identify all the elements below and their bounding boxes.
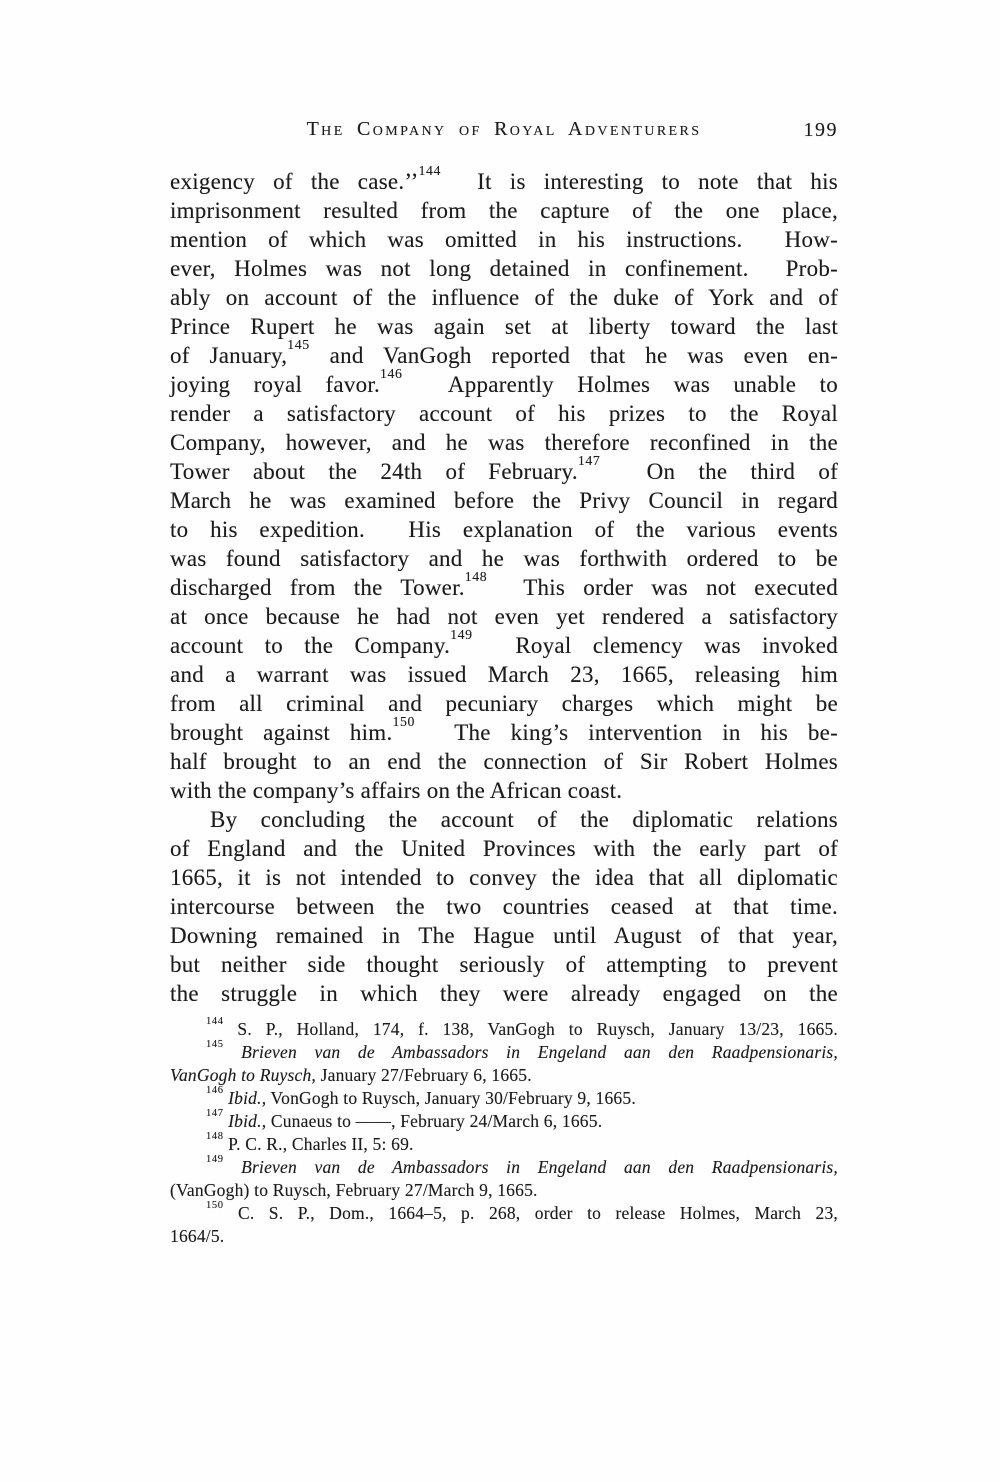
body-line-text: half brought to an end the connection of Sir Robert Holmes bbox=[170, 749, 838, 774]
body-line bbox=[170, 568, 838, 602]
footnote-number: 150 bbox=[206, 1199, 224, 1211]
footnote-line bbox=[170, 1153, 838, 1179]
body-line-text: from all criminal and pecuniary charges which might be bbox=[170, 691, 838, 716]
footnote-text: 1664/5. bbox=[170, 1226, 225, 1246]
footnote-line bbox=[170, 1107, 838, 1133]
footnote-line bbox=[170, 1015, 838, 1041]
footnotes bbox=[170, 1015, 838, 1248]
page-number: 199 bbox=[803, 119, 838, 141]
body-line-text: but neither side thought seriously of attempting to prevent bbox=[170, 952, 838, 977]
body-line bbox=[170, 626, 838, 660]
body-line-text: of England and the United Provinces with the early part of bbox=[170, 836, 838, 861]
footnote-line bbox=[170, 1179, 838, 1202]
footnote-number: 147 bbox=[206, 1107, 224, 1119]
body-line bbox=[170, 544, 838, 573]
body-line bbox=[170, 892, 838, 921]
footnote-line bbox=[170, 1084, 838, 1110]
body-line bbox=[170, 834, 838, 863]
footnote-line bbox=[170, 1130, 838, 1156]
body-line-text: brought against him. bbox=[170, 720, 393, 745]
body-line-text: On the third of bbox=[600, 459, 839, 484]
body-line bbox=[170, 602, 838, 631]
body-line bbox=[170, 515, 838, 544]
footnote-reference: 146 bbox=[379, 365, 403, 381]
body-line bbox=[170, 713, 839, 747]
body-line bbox=[170, 365, 838, 399]
body-line-text: Tower about the 24th of February. bbox=[170, 459, 578, 484]
footnote-text: January 27/February 6, 1665. bbox=[316, 1065, 532, 1085]
body-line-text: March he was examined before the Privy Council in regard bbox=[170, 488, 838, 513]
footnote-text: S. P., Holland, 174, f. 138, VanGogh to Ruysch, January 13/23, 1665. bbox=[223, 1019, 838, 1039]
body-line-text: Company, however, and he was therefore reconfined in the bbox=[170, 430, 838, 455]
footnote-number: 148 bbox=[206, 1130, 224, 1142]
page-header bbox=[170, 118, 838, 146]
body-line-text: ably on account of the influence of the duke of York and of bbox=[170, 285, 838, 310]
body-line-text: render a satisfactory account of his prizes to the Royal bbox=[170, 401, 838, 426]
footnote-number: 145 bbox=[206, 1038, 224, 1050]
body-line bbox=[170, 312, 838, 341]
body-text bbox=[170, 162, 839, 1008]
body-line bbox=[170, 162, 838, 196]
body-line-text: By concluding the account of the diplomatic relations bbox=[210, 807, 838, 832]
body-line-text: of January, bbox=[170, 343, 288, 368]
body-line bbox=[170, 452, 839, 486]
body-line bbox=[170, 486, 838, 515]
body-line bbox=[170, 428, 838, 457]
body-line bbox=[170, 254, 838, 283]
footnote-line bbox=[170, 1038, 838, 1064]
footnote-italic-text: Ibid., bbox=[223, 1088, 267, 1108]
body-line-text: and a warrant was issued March 23, 1665, releasing him bbox=[170, 662, 838, 687]
footnote-line bbox=[170, 1064, 838, 1087]
body-line-text: exigency of the case.’’ bbox=[170, 169, 419, 194]
footnote-number: 144 bbox=[206, 1015, 224, 1027]
footnote-reference: 149 bbox=[450, 626, 473, 642]
footnote-number: 146 bbox=[206, 1084, 224, 1096]
footnote-text: C. S. P., Dom., 1664–5, p. 268, order to release Holmes, March 23, bbox=[223, 1203, 838, 1223]
body-line-text: This order was not executed bbox=[487, 575, 838, 600]
body-line bbox=[170, 196, 838, 225]
footnote-text: P. C. R., Charles II, 5: 69. bbox=[223, 1134, 414, 1154]
body-line-text: Downing remained in The Hague until August of that year, bbox=[170, 923, 838, 948]
body-line-text: The king’s intervention in his be- bbox=[414, 720, 839, 745]
footnote-reference: 148 bbox=[464, 568, 488, 584]
footnote-text: VonGogh to Ruysch, January 30/February 9, 1665. bbox=[266, 1088, 636, 1108]
footnote-reference: 144 bbox=[418, 162, 441, 178]
body-line bbox=[170, 863, 838, 892]
footnote-reference: 147 bbox=[577, 452, 601, 468]
body-line-text: and VanGogh reported that he was even en- bbox=[309, 343, 838, 368]
body-line-text: was found satisfactory and he was forthwith ordered to be bbox=[170, 546, 838, 571]
body-line bbox=[170, 689, 838, 718]
body-line bbox=[170, 805, 838, 834]
body-line-text: mention of which was omitted in his instructions. How- bbox=[170, 227, 838, 252]
body-line-text: joying royal favor. bbox=[170, 372, 380, 397]
body-line-text: the struggle in which they were already engaged on the bbox=[170, 981, 838, 1006]
body-line-text: account to the Company. bbox=[170, 633, 451, 658]
body-line bbox=[170, 399, 838, 428]
body-line bbox=[170, 776, 838, 805]
footnote-text: Cunaeus to ——, February 24/March 6, 1665. bbox=[266, 1111, 603, 1131]
running-title: The Company of Royal Adventurers bbox=[306, 118, 702, 140]
footnote-reference: 145 bbox=[287, 336, 310, 352]
footnote-line bbox=[170, 1225, 838, 1248]
body-line-text: with the company’s affairs on the African coast. bbox=[170, 778, 623, 803]
body-line-text: Royal clemency was invoked bbox=[472, 633, 838, 658]
footnote-italic-text: Brieven van de Ambassadors in Engeland aan den Raadpensionaris, bbox=[223, 1042, 838, 1062]
body-line-text: at once because he had not even yet rendered a satisfactory bbox=[170, 604, 838, 629]
footnote-italic-text: Ibid., bbox=[223, 1111, 267, 1131]
footnote-line bbox=[170, 1199, 838, 1225]
body-line-text: to his expedition. His explanation of the various events bbox=[170, 517, 838, 542]
body-line bbox=[170, 283, 838, 312]
footnote-italic-text: Brieven van de Ambassadors in Engeland aan den Raadpensionaris, bbox=[223, 1157, 838, 1177]
body-line-text: 1665, it is not intended to convey the idea that all diplomatic bbox=[170, 865, 838, 890]
body-line bbox=[170, 921, 838, 950]
body-line bbox=[170, 950, 838, 979]
body-line-text: discharged from the Tower. bbox=[170, 575, 465, 600]
body-line bbox=[170, 660, 838, 689]
footnote-number: 149 bbox=[206, 1153, 224, 1165]
footnote-reference: 150 bbox=[392, 713, 415, 729]
body-line bbox=[170, 979, 838, 1008]
footnote-italic-text: VanGogh to Ruysch, bbox=[170, 1065, 317, 1085]
body-line bbox=[170, 225, 838, 254]
body-line bbox=[170, 747, 838, 776]
body-line-text: imprisonment resulted from the capture of the one place, bbox=[170, 198, 838, 223]
body-line bbox=[170, 336, 838, 370]
body-line-text: Prince Rupert he was again set at liberty toward the last bbox=[170, 314, 838, 339]
body-line-text: It is interesting to note that his bbox=[440, 169, 838, 194]
footnote-text: (VanGogh) to Ruysch, February 27/March 9, 1665. bbox=[170, 1180, 538, 1200]
body-line-text: intercourse between the two countries ceased at that time. bbox=[170, 894, 838, 919]
body-line-text: Apparently Holmes was unable to bbox=[402, 372, 838, 397]
body-line-text: ever, Holmes was not long detained in confinement. Prob- bbox=[170, 256, 838, 281]
